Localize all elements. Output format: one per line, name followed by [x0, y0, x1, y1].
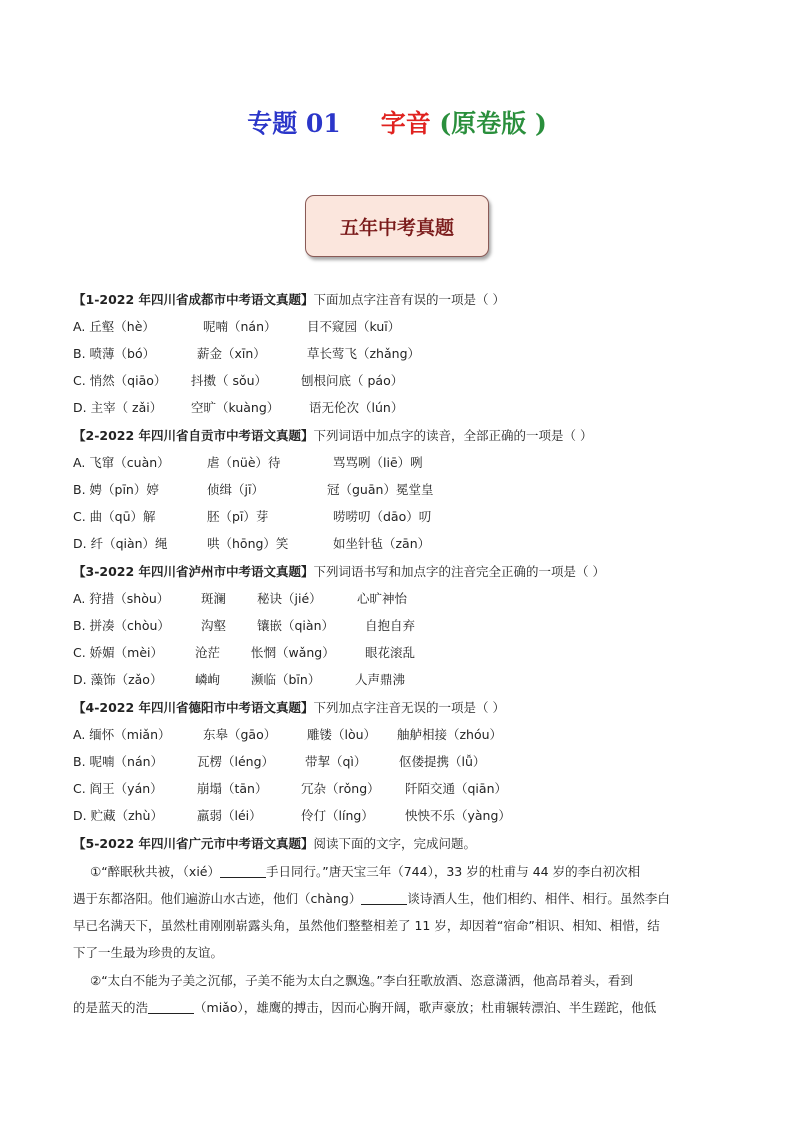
question-5-source: 【5-2022 年四川省广元市中考语文真题】 — [73, 836, 314, 851]
question-1-option-b — [73, 340, 420, 367]
question-4-stem — [73, 694, 505, 721]
option-word: 秘诀（jié） — [257, 591, 322, 606]
option-word: C. 阎王（yán） — [73, 781, 163, 796]
option-word: 唠唠叨（dāo）叨 — [333, 509, 432, 524]
passage-text: 谈诗酒人生，他们相约、相伴、相行。虽然李白 — [407, 891, 670, 906]
option-word: B. 喷薄（bó） — [73, 346, 156, 361]
option-word: 人声鼎沸 — [355, 672, 406, 687]
question-4-option-d — [73, 802, 511, 829]
passage-text: （miǎo），雄鹰的搏击，因而心胸开阔，歌声豪放；杜甫辗转漂泊、半生蹉跎，他低 — [194, 1000, 657, 1015]
question-1-stem — [73, 286, 505, 313]
passage-line — [73, 885, 723, 912]
option-word: 沧茫 — [195, 645, 221, 660]
option-word: 心旷神怡 — [357, 591, 408, 606]
option-word: 阡陌交通（qiān） — [405, 781, 507, 796]
passage-text: 早已名满天下，虽然杜甫刚刚崭露头角，虽然他们整整相差了 11 岁，却因着“宿命”相识、相知、相惜，结 — [73, 918, 660, 933]
option-word: 抖擞（ sǒu） — [191, 373, 268, 388]
option-word: A. 狩措（shòu） — [73, 591, 170, 606]
question-3-option-c — [73, 639, 415, 666]
option-word: 嶙峋 — [195, 672, 221, 687]
question-4-option-a — [73, 721, 502, 748]
option-word: 眼花滚乱 — [365, 645, 416, 660]
option-word: B. 拼凑（chòu） — [73, 618, 170, 633]
option-word: 镶嵌（qiàn） — [257, 618, 334, 633]
title-version: (原卷版 ) — [439, 109, 547, 138]
option-word: 骂骂咧（liē）咧 — [333, 455, 423, 470]
passage-text: ②“太白不能为子美之沉郁，子美不能为太白之飘逸。”李白狂歌放酒、恣意潇洒，他高昂着头，看到 — [90, 973, 633, 988]
passage-line — [73, 994, 723, 1021]
question-3-option-b — [73, 612, 415, 639]
title-subject: 字音 — [380, 109, 431, 138]
option-word: 崩塌（tān） — [197, 781, 268, 796]
page-title — [0, 104, 794, 140]
option-word: 伛偻提携（lǚ） — [399, 754, 486, 769]
passage-text: 的是蓝天的浩 — [73, 1000, 149, 1015]
title-topic-number: 专题 01 — [247, 109, 341, 138]
question-1-source: 【1-2022 年四川省成都市中考语文真题】 — [73, 292, 314, 307]
option-word: 空旷（kuàng） — [191, 400, 280, 415]
question-3-option-d — [73, 666, 405, 693]
option-word: C. 曲（qū）解 — [73, 509, 156, 524]
option-word: 沟壑 — [201, 618, 227, 633]
option-word: 薪金（xīn） — [197, 346, 266, 361]
option-word: 胚（pī）芽 — [207, 509, 269, 524]
option-word: C. 悄然（qiāo） — [73, 373, 167, 388]
option-word: B. 娉（pīn）婷 — [73, 482, 159, 497]
option-word: C. 娇媚（mèi） — [73, 645, 164, 660]
question-2-option-c — [73, 503, 431, 530]
fill-blank — [220, 863, 266, 878]
option-word: 瓦楞（léng） — [197, 754, 275, 769]
fill-blank — [148, 999, 194, 1014]
passage-text: 下了一生最为珍贵的友谊。 — [73, 945, 224, 960]
fill-blank — [361, 890, 407, 905]
question-1-option-d — [73, 394, 403, 421]
option-word: 冠（guān）冕堂皇 — [327, 482, 434, 497]
question-4-option-b — [73, 748, 485, 775]
option-word: 侦缉（jī） — [207, 482, 264, 497]
option-word: 冗杂（rǒng） — [301, 781, 380, 796]
option-word: D. 贮藏（zhù） — [73, 808, 163, 823]
option-word: B. 呢喃（nán） — [73, 754, 164, 769]
option-word: 雕镂（lòu） — [307, 727, 377, 742]
option-word: 哄（hōng）笑 — [207, 536, 289, 551]
option-word: 东皋（gāo） — [203, 727, 277, 742]
section-badge: 五年中考真题 — [305, 195, 489, 257]
question-4-option-c — [73, 775, 507, 802]
option-word: 草长莺飞（zhǎng） — [307, 346, 421, 361]
option-word: D. 藻饰（zǎo） — [73, 672, 163, 687]
option-word: 伶仃（líng） — [301, 808, 374, 823]
option-word: 虐（nüè）待 — [207, 455, 281, 470]
option-word: 呢喃（nán） — [203, 319, 277, 334]
passage-text: 遇于东都洛阳。他们遍游山水古迹，他们（chàng） — [73, 891, 362, 906]
option-word: A. 缅怀（miǎn） — [73, 727, 171, 742]
question-2-option-b — [73, 476, 433, 503]
option-word: 怅惘（wǎng） — [251, 645, 335, 660]
passage-line — [90, 967, 633, 994]
question-3-text: 下列词语书写和加点字的注音完全正确的一项是（ ） — [313, 564, 606, 579]
question-3-stem — [73, 558, 605, 585]
question-2-stem — [73, 422, 593, 449]
question-3-source: 【3-2022 年四川省泸州市中考语文真题】 — [73, 564, 314, 579]
option-word: A. 飞窜（cuàn） — [73, 455, 170, 470]
question-1-option-c — [73, 367, 403, 394]
option-word: 自抱自弃 — [365, 618, 416, 633]
option-word: D. 主宰（ zǎi） — [73, 400, 163, 415]
question-2-text: 下列词语中加点字的读音，全部正确的一项是（ ） — [313, 428, 593, 443]
option-word: 刨根问底（ páo） — [301, 373, 404, 388]
passage-text: 手日同行。”唐天宝三年（744），33 岁的杜甫与 44 岁的李白初次相 — [266, 864, 641, 879]
passage-text: ①“醉眠秋共被，（xié） — [90, 864, 220, 879]
question-5-stem — [73, 830, 476, 857]
passage-line — [73, 912, 723, 939]
passage-line — [73, 939, 723, 966]
question-1-option-a — [73, 313, 400, 340]
option-word: 斑澜 — [201, 591, 227, 606]
option-word: 如坐针毡（zān） — [333, 536, 431, 551]
option-word: 濒临（bīn） — [251, 672, 321, 687]
option-word: 目不窥园（kuī） — [307, 319, 401, 334]
option-word: 羸弱（léi） — [197, 808, 262, 823]
question-4-text: 下列加点字注音无误的一项是（ ） — [313, 700, 506, 715]
passage-line — [90, 858, 640, 885]
question-2-source: 【2-2022 年四川省自贡市中考语文真题】 — [73, 428, 314, 443]
option-word: 带挈（qì） — [305, 754, 367, 769]
question-2-option-d — [73, 530, 430, 557]
question-4-source: 【4-2022 年四川省德阳市中考语文真题】 — [73, 700, 314, 715]
question-1-text: 下面加点字注音有误的一项是（ ） — [313, 292, 506, 307]
question-3-option-a — [73, 585, 407, 612]
option-word: D. 纤（qiàn）绳 — [73, 536, 168, 551]
question-2-option-a — [73, 449, 423, 476]
option-word: 舳舻相接（zhóu） — [397, 727, 503, 742]
question-5-text: 阅读下面的文字，完成问题。 — [313, 836, 477, 851]
option-word: A. 丘壑（hè） — [73, 319, 155, 334]
option-word: 怏怏不乐（yàng） — [405, 808, 511, 823]
option-word: 语无伦次（lún） — [309, 400, 404, 415]
